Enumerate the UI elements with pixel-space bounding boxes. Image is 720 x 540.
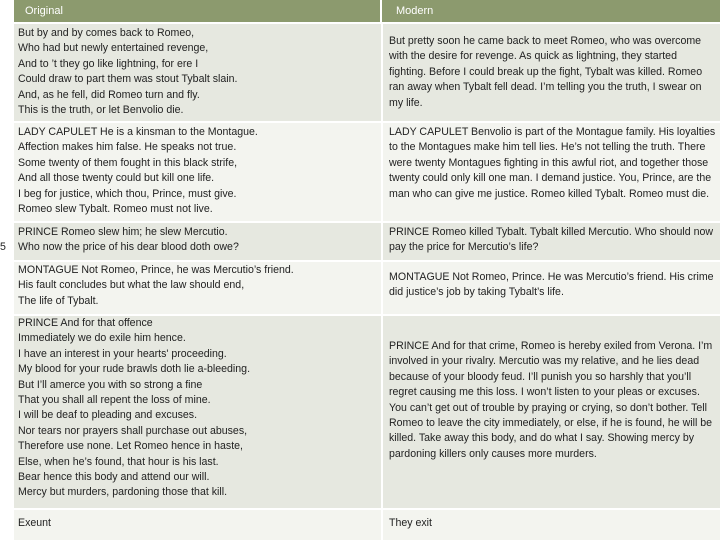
table-row bbox=[0, 123, 720, 221]
table-row bbox=[0, 223, 720, 260]
modern-cell bbox=[383, 223, 720, 260]
original-cell bbox=[14, 510, 381, 540]
original-text: But by and by comes back to Romeo, Who had but newly entertained revenge, And to ’t they go like lightning, for ere I Could draw to part them was stout Tybalt slain. And, as he fell, did Romeo turn and fly. This is the truth, or let Benvolio die. bbox=[18, 27, 238, 117]
original-text: Exeunt bbox=[18, 517, 51, 529]
modern-cell bbox=[383, 123, 720, 221]
table-row bbox=[0, 316, 720, 508]
modern-text: PRINCE Romeo killed Tybalt. Tybalt killed Mercutio. Who should now pay the price for Mercutio’s life? bbox=[389, 226, 714, 254]
modern-text: PRINCE And for that crime, Romeo is hereby exiled from Verona. I’m involved in your rivalry. Mercutio was my relative, and he lies dead because of your bloody feud. I’ll punish you so harshly that you’ll regret causing me this loss. I won’t listen to your pleas or excuses. You can’t get out of trouble by praying or crying, so don’t bother. Tell Romeo to leave the city immediately, or else, if he is found, he will be killed. Take away this body, and do what I say. Showing mercy by pardoning killers only causes more murders. bbox=[389, 340, 713, 460]
modern-cell bbox=[383, 262, 720, 314]
table-row bbox=[0, 510, 720, 540]
table-row bbox=[0, 262, 720, 314]
modern-column-header: Modern bbox=[382, 0, 720, 22]
header-margin bbox=[0, 0, 14, 22]
modern-text: MONTAGUE Not Romeo, Prince. He was Mercutio’s friend. His crime did justice’s job by taking Tybalt’s life. bbox=[389, 271, 714, 299]
modern-text: But pretty soon he came back to meet Romeo, who was overcome with the desire for revenge. As quick as lightning, they started fighting. Before I could break up the fight, Tybalt was killed. Romeo ran away when Tybalt fell dead. I’m telling you the truth, I swear on my life. bbox=[389, 35, 703, 109]
original-cell bbox=[14, 123, 381, 221]
original-text: LADY CAPULET He is a kinsman to the Montague. Affection makes him false. He speaks not true. Some twenty of them fought in this black strife, And all those twenty could but kill one life. I beg for justice, which thou, Prince, must give. Romeo slew Tybalt. Romeo must not live. bbox=[18, 126, 258, 216]
original-column-header: Original bbox=[0, 0, 380, 22]
table-row bbox=[0, 24, 720, 121]
modern-cell bbox=[383, 24, 720, 121]
original-cell bbox=[14, 24, 381, 121]
original-text: PRINCE Romeo slew him; he slew Mercutio. Who now the price of his dear blood doth owe? bbox=[18, 226, 239, 254]
original-cell bbox=[14, 223, 381, 260]
modern-cell bbox=[383, 510, 720, 540]
line-number: 5 bbox=[0, 241, 6, 253]
table-header bbox=[0, 0, 720, 22]
original-text: PRINCE And for that offence Immediately we do exile him hence. I have an interest in your hearts' proceeding. My blood for your rude brawls doth lie a-bleeding. But I’ll amerce you with so strong a fine That you shall all repent the loss of mine. I will be deaf to pleading and excuses. Nor tears nor prayers shall purchase out abuses, Therefore use none. Let Romeo hence in haste, Else, when he’s found, that hour is his last. Bear hence this body and attend our will. Mercy but murders, pardoning those that kill. bbox=[18, 317, 251, 499]
modern-cell bbox=[383, 316, 720, 508]
original-cell bbox=[14, 316, 381, 508]
modern-text: They exit bbox=[389, 517, 432, 529]
original-cell bbox=[14, 262, 381, 314]
original-text: MONTAGUE Not Romeo, Prince, he was Mercutio’s friend. His fault concludes but what the law should end, The life of Tybalt. bbox=[18, 264, 294, 307]
modern-text: LADY CAPULET Benvolio is part of the Montague family. His loyalties to the Montagues make him tell lies. He’s not telling the truth. There were twenty Montagues fighting in this awful riot, and together those twenty could only kill one man. I demand justice. You, Prince, are the man who can give me justice. Romeo killed Tybalt. Romeo must die. bbox=[389, 126, 716, 200]
